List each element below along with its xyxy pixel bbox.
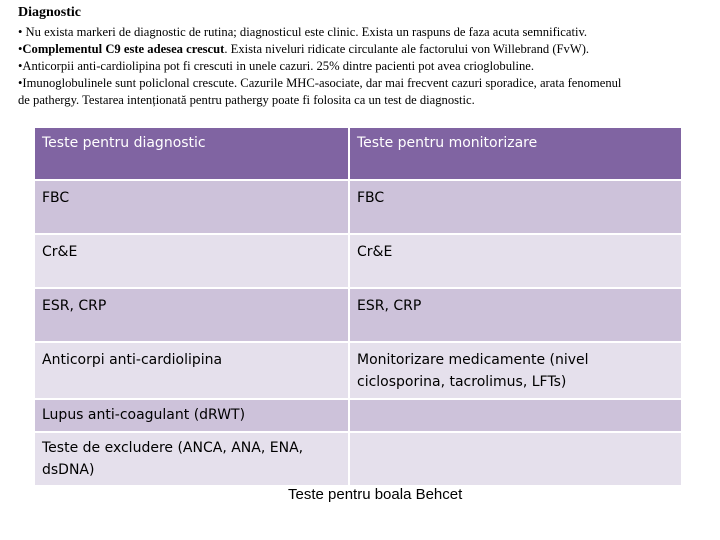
table-cell: ESR, CRP [34, 288, 349, 342]
table-cell: ESR, CRP [349, 288, 682, 342]
table-header-row [34, 127, 682, 180]
table-row [34, 234, 682, 288]
table-row [34, 180, 682, 234]
table-cell [349, 432, 682, 486]
table-row [34, 288, 682, 342]
header-monitoring: Teste pentru monitorizare [349, 127, 682, 180]
table-cell: Lupus anti-coagulant (dRWT) [34, 399, 349, 432]
table-cell: FBC [34, 180, 349, 234]
paragraph-line: •Imunoglobulinele sunt policlonal crescute. Cazurile MHC-asociate, dar mai frecvent cazuri sporadice, arata fenomenul [18, 76, 622, 90]
table-cell: Teste de excludere (ANCA, ANA, ENA, dsDNA) [34, 432, 349, 486]
header-diagnostic: Teste pentru diagnostic [34, 127, 349, 180]
paragraph-text: . Exista niveluri ridicate circulante ale factorului von Willebrand (FvW). [224, 42, 590, 56]
paragraph-line [18, 41, 708, 58]
paragraph-line: •Anticorpii anti-cardiolipina pot fi crescuti in unele cazuri. 25% dintre pacienti pot avea crioglobuline. [18, 59, 535, 73]
table-row [34, 432, 682, 486]
table-caption: Teste pentru boala Behcet [288, 486, 463, 503]
table-cell: Monitorizare medicamente (nivel ciclosporina, tacrolimus, LFTs) [349, 342, 682, 399]
page-heading: Diagnostic [18, 5, 81, 20]
highlighted-text: Complementul C9 este adesea crescut [22, 42, 225, 56]
bullet: • [18, 42, 23, 56]
table-cell: FBC [349, 180, 682, 234]
intro-paragraph [18, 24, 708, 109]
table-cell [349, 399, 682, 432]
table-row [34, 342, 682, 399]
table-cell: Cr&E [34, 234, 349, 288]
table-row [34, 399, 682, 432]
table-cell: Anticorpi anti-cardiolipina [34, 342, 349, 399]
table-cell: Cr&E [349, 234, 682, 288]
paragraph-line: de pathergy. Testarea intenționată pentru pathergy poate fi folosita ca un test de diagnostic. [18, 93, 475, 107]
tests-table [33, 126, 683, 487]
paragraph-line: • Nu exista markeri de diagnostic de rutina; diagnosticul este clinic. Exista un raspuns de faza acuta semnificativ. [18, 25, 588, 39]
